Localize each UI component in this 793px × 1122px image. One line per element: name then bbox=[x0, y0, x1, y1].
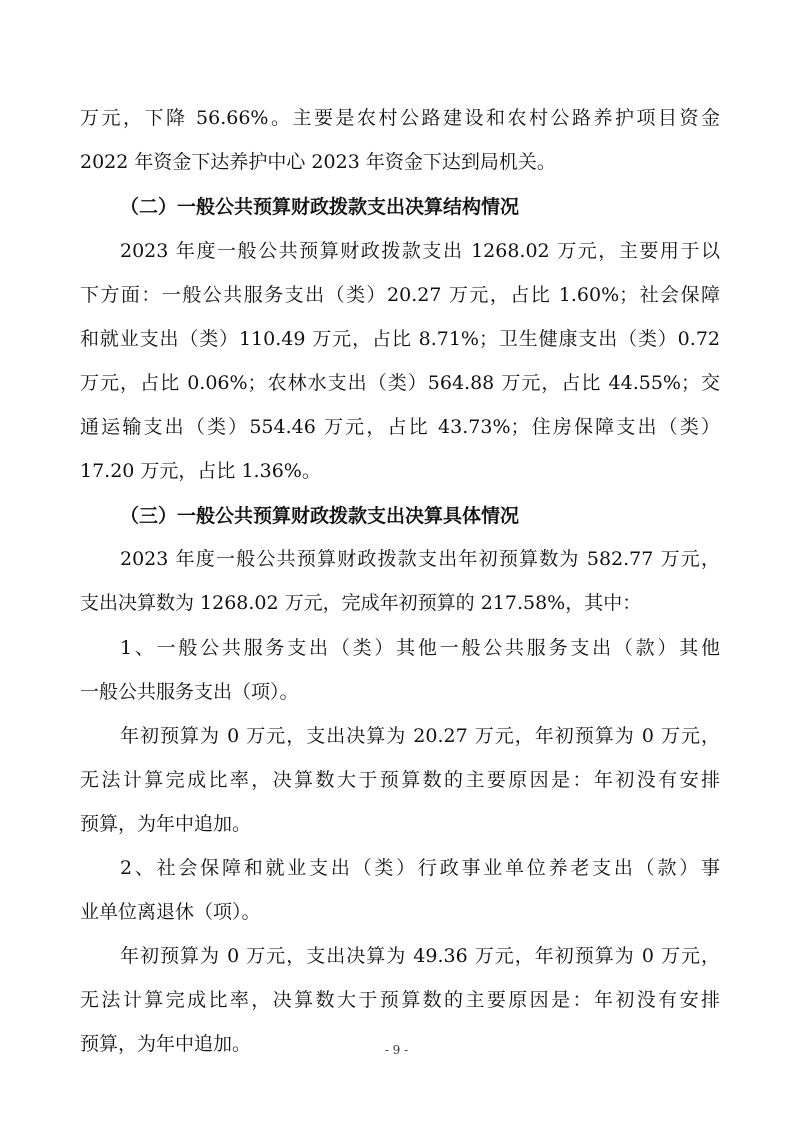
section-heading: （三）一般公共预算财政拨款支出决算具体情况 bbox=[120, 505, 520, 527]
body-line: 2022 年资金下达养护中心 2023 年资金下达到局机关。 bbox=[80, 151, 556, 173]
body-line: 通运输支出（类）554.46 万元，占比 43.73%；住房保障支出（类） bbox=[80, 416, 720, 438]
body-line: 万元，下降 56.66%。主要是农村公路建设和农村公路养护项目资金 bbox=[80, 107, 720, 129]
body-line: 年初预算为 0 万元，支出决算为 20.27 万元，年初预算为 0 万元， bbox=[120, 725, 720, 747]
body-line: 一般公共服务支出（项）。 bbox=[80, 681, 299, 703]
body-line: 年初预算为 0 万元，支出决算为 49.36 万元，年初预算为 0 万元， bbox=[120, 945, 720, 967]
body-line: 预算，为年中追加。 bbox=[80, 1033, 252, 1055]
body-line: 预算，为年中追加。 bbox=[80, 813, 252, 835]
page-number: - 9 - bbox=[384, 1043, 409, 1057]
body-line: 和就业支出（类）110.49 万元，占比 8.71%；卫生健康支出（类）0.72 bbox=[80, 328, 720, 350]
body-line: 无法计算完成比率，决算数大于预算数的主要原因是：年初没有安排 bbox=[80, 769, 720, 791]
body-line: 2023 年度一般公共预算财政拨款支出年初预算数为 582.77 万元， bbox=[120, 548, 720, 570]
body-line: 无法计算完成比率，决算数大于预算数的主要原因是：年初没有安排 bbox=[80, 989, 720, 1011]
body-line: 2、社会保障和就业支出（类）行政事业单位养老支出（款）事 bbox=[120, 857, 720, 879]
body-line: 1、一般公共服务支出（类）其他一般公共服务支出（款）其他 bbox=[120, 637, 720, 659]
body-line: 业单位离退休（项）。 bbox=[80, 901, 261, 923]
body-line: 支出决算数为 1268.02 万元，完成年初预算的 217.58%，其中： bbox=[80, 592, 642, 614]
body-line: 下方面：一般公共服务支出（类）20.27 万元，占比 1.60%；社会保障 bbox=[80, 284, 720, 306]
body-line: 万元，占比 0.06%；农林水支出（类）564.88 万元，占比 44.55%；交 bbox=[80, 372, 720, 394]
body-line: 2023 年度一般公共预算财政拨款支出 1268.02 万元，主要用于以 bbox=[120, 240, 720, 262]
section-heading: （二）一般公共预算财政拨款支出决算结构情况 bbox=[120, 196, 520, 218]
body-line: 17.20 万元，占比 1.36%。 bbox=[80, 460, 321, 482]
